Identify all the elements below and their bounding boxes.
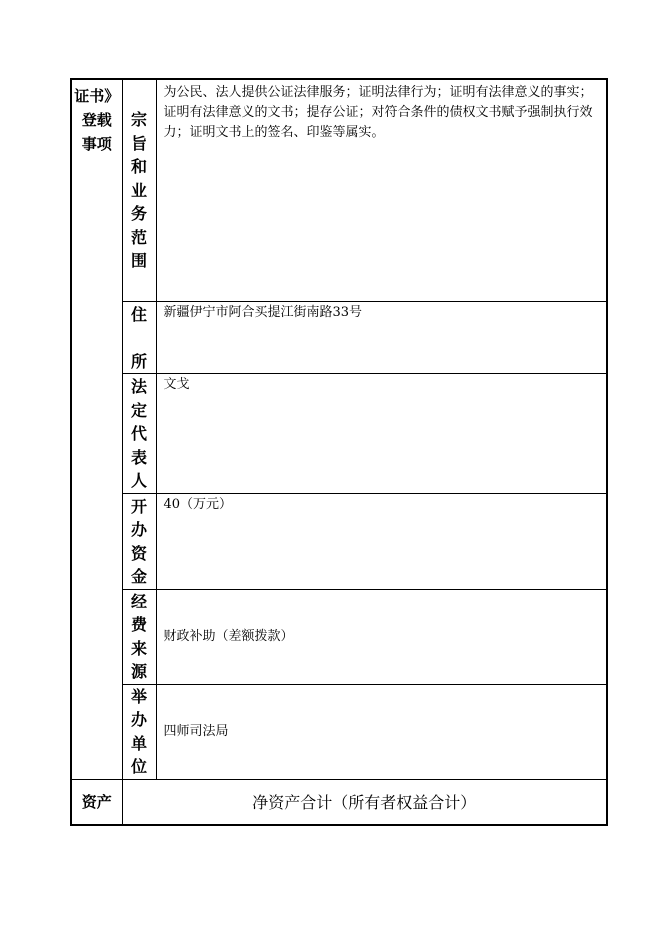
address-value-cell	[156, 301, 607, 374]
scope-row	[71, 79, 607, 301]
scope-label-cell	[122, 79, 156, 301]
scope-value-cell	[156, 79, 607, 301]
sponsor-value: 四师司法局	[163, 723, 229, 739]
address-row	[71, 301, 607, 374]
funding-value-cell	[156, 589, 607, 684]
sponsor-label-cell	[122, 684, 156, 779]
scope-value: 为公民、法人提供公证法律服务；证明法律行为；证明有法律意义的事实；证明有法律意义的文书；提存公证；对符合条件的债权文书赋予强制执行效力；证明文书上的签名、印鉴等属实。	[163, 85, 593, 140]
sponsor-row	[71, 684, 607, 779]
address-label-cell	[122, 301, 156, 374]
sponsor-value-cell	[156, 684, 607, 779]
capital-label: 开 办 资 金	[130, 496, 147, 586]
funding-row	[71, 589, 607, 684]
section-label: 证书》 登载 事项	[74, 87, 120, 153]
legal-rep-label: 法 定 代 表 人	[130, 377, 147, 490]
assets-value: 净资产合计（所有者权益合计）	[122, 779, 607, 825]
funding-label-cell	[122, 589, 156, 684]
scope-label: 宗 旨 和 业 务 范 围	[130, 110, 147, 270]
sponsor-label: 举 办 单 位	[130, 686, 147, 776]
capital-label-cell	[122, 493, 156, 589]
capital-value: 40（万元）	[163, 496, 233, 512]
section-label-cell	[71, 79, 122, 779]
capital-value-cell	[156, 493, 607, 589]
address-label: 住 所	[130, 304, 147, 371]
funding-label: 经 费 来 源	[130, 591, 147, 681]
capital-row	[71, 493, 607, 589]
legal-rep-row	[71, 374, 607, 494]
assets-label: 资产	[71, 779, 122, 825]
legal-rep-value: 文戈	[163, 377, 190, 392]
legal-rep-value-cell	[156, 374, 607, 494]
address-value: 新疆伊宁市阿合买提江街南路33号	[163, 304, 363, 320]
registration-table	[70, 78, 608, 826]
legal-rep-label-cell	[122, 374, 156, 494]
funding-value: 财政补助（差额拨款）	[163, 628, 294, 644]
assets-row	[71, 779, 607, 825]
